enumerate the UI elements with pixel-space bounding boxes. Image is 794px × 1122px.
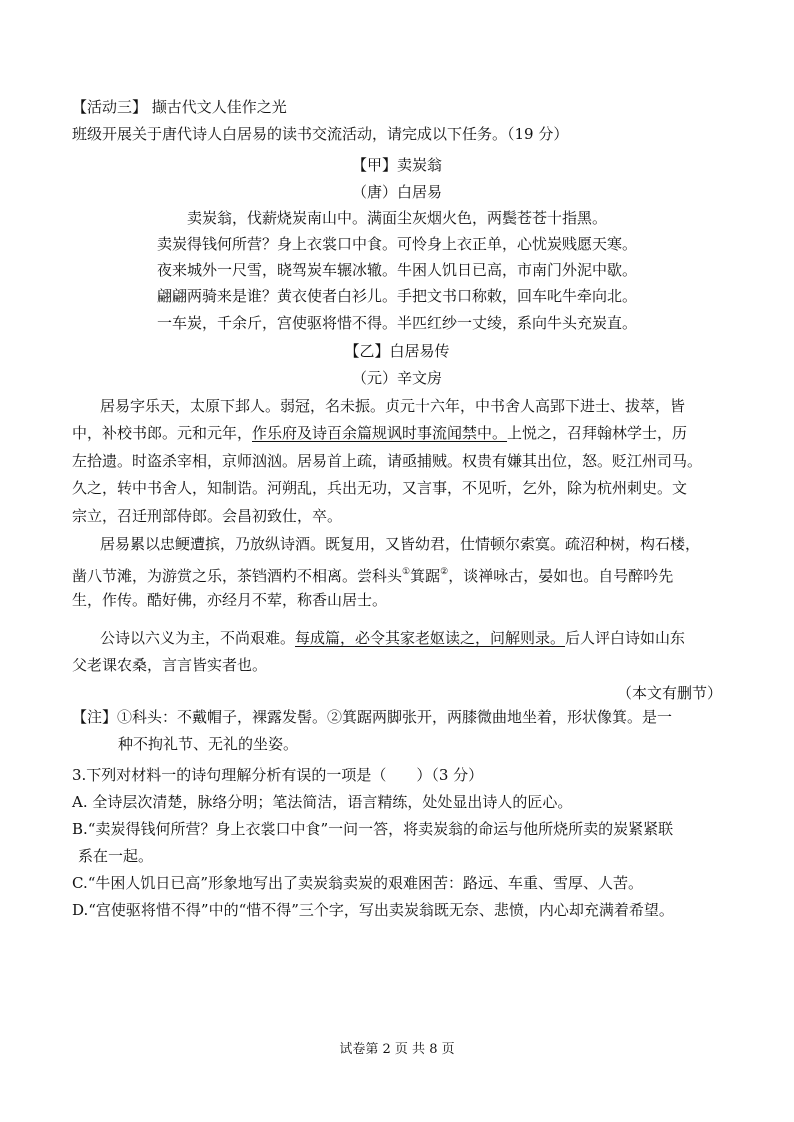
poem-line: 卖炭得钱何所营？身上衣裳口中食。可怜身上衣正单，心忧炭贱愿天寒。 xyxy=(156,235,637,253)
option-b-continued: 系在一起。 xyxy=(78,847,154,865)
annotation-line: 种不拘礼节、无礼的坐姿。 xyxy=(118,735,299,753)
activity-tag: 【活动三】 xyxy=(72,98,148,116)
bio-text: 公诗以六义为主，不尚艰难。 xyxy=(100,629,296,647)
bio-text: 箕踞 xyxy=(410,567,441,585)
option-d: D.“宫使驱将惜不得”中的“惜不得”三个字，写出卖炭翁既无奈、悲愤，内心却充满着希望。 xyxy=(72,901,674,919)
page-footer: 试卷第 2 页 共 8 页 xyxy=(339,1042,455,1057)
bio-text-line: 居易字乐天，太原下邽人。弱冠，名未振。贞元十六年，中书舍人高郢下进士、拔萃，皆 xyxy=(100,397,686,415)
bio-text-line: 左拾遗。时盗杀宰相，京师汹汹。居易首上疏，请亟捕贼。权贵有嫌其出位，怒。贬江州司马。 xyxy=(72,452,703,470)
bio-text-line: 久之，转中书舍人，知制诰。河朔乱，兵出无功，又言事，不见听，乞外，除为杭州刺史。文 xyxy=(72,479,688,497)
bio-author: （元）辛文房 xyxy=(351,369,442,387)
footnote-marker: ① xyxy=(402,567,411,577)
poem-line: 夜来城外一尺雪，晓驾炭车辗冰辙。牛困人饥日已高，市南门外泥中歇。 xyxy=(156,261,637,279)
bio-text: 中，补校书郎。元和元年， xyxy=(72,424,253,442)
bio-text: 凿八节滩，为游赏之乐，茶铛酒杓不相离。尝科头 xyxy=(72,567,403,585)
bio-text-line xyxy=(100,628,685,648)
underlined-sentence: 作乐府及诗百余篇规讽时事流闻禁中。 xyxy=(252,424,508,442)
poem-line: 翩翩两骑来是谁？黄衣使者白衫儿。手把文书口称敕，回车叱牛牵向北。 xyxy=(156,287,637,305)
activity-title: 撷古代文人佳作之光 xyxy=(151,98,287,116)
bio-text: 上悦之，召拜翰林学士，历 xyxy=(507,424,688,442)
poem-line: 一车炭，千余斤，宫使驱将惜不得。半匹红纱一丈绫，系向牛头充炭直。 xyxy=(156,314,637,332)
bio-text-line: 居易累以忠鲠遭摈，乃放纵诗酒。既复用，又皆幼君，仕情顿尔索寞。疏沼种树，构石楼， xyxy=(100,535,701,553)
intro-text: 班级开展关于唐代诗人白居易的读书交流活动，请完成以下任务。（19 分） xyxy=(72,125,569,143)
poem-line: 卖炭翁，伐薪烧炭南山中。满面尘灰烟火色，两鬓苍苍十指黑。 xyxy=(186,209,607,227)
poem-author: （唐）白居易 xyxy=(351,183,442,201)
annotation-line: 【注】①科头：不戴帽子，裸露发髻。②箕踞两脚张开，两膝微曲地坐着，形状像箕。是一 xyxy=(72,708,673,726)
option-b: B.“卖炭得钱何所营？身上衣裳口中食”一问一答，将卖炭翁的命运与他所烧所卖的炭紧紧联 xyxy=(72,820,674,838)
underlined-sentence: 每成篇，必令其家老妪读之，问解则录。 xyxy=(295,629,566,647)
footnote-marker: ② xyxy=(440,567,449,577)
bio-text-line: 父老课农桑，言言皆实者也。 xyxy=(72,656,268,674)
option-c: C.“牛困人饥日已高”形象地写出了卖炭翁卖炭的艰难困苦：路远、车重、雪厚、人苦。 xyxy=(72,874,644,892)
activity-heading xyxy=(72,97,287,117)
bio-text-line xyxy=(72,562,673,586)
poem-title: 【甲】卖炭翁 xyxy=(351,156,442,174)
bio-text: 后人评白诗如山东 xyxy=(565,629,686,647)
question-stem: 3.下列对材料一的诗句理解分析有误的一项是（ ）（3 分） xyxy=(72,766,484,784)
bio-text: ，谈禅咏古，晏如也。自号醉吟先 xyxy=(448,567,674,585)
bio-title: 【乙】白居易传 xyxy=(344,342,450,360)
bio-text-line: 生，作传。酷好佛，亦经月不荤，称香山居士。 xyxy=(72,591,388,609)
bio-text-line: 宗立，召迁刑部侍郎。会昌初致仕，卒。 xyxy=(72,507,343,525)
bio-text-line xyxy=(72,423,687,443)
source-note: （本文有删节） xyxy=(616,684,722,702)
option-a: A. 全诗层次清楚，脉络分明；笔法简洁，语言精练，处处显出诗人的匠心。 xyxy=(72,793,573,811)
